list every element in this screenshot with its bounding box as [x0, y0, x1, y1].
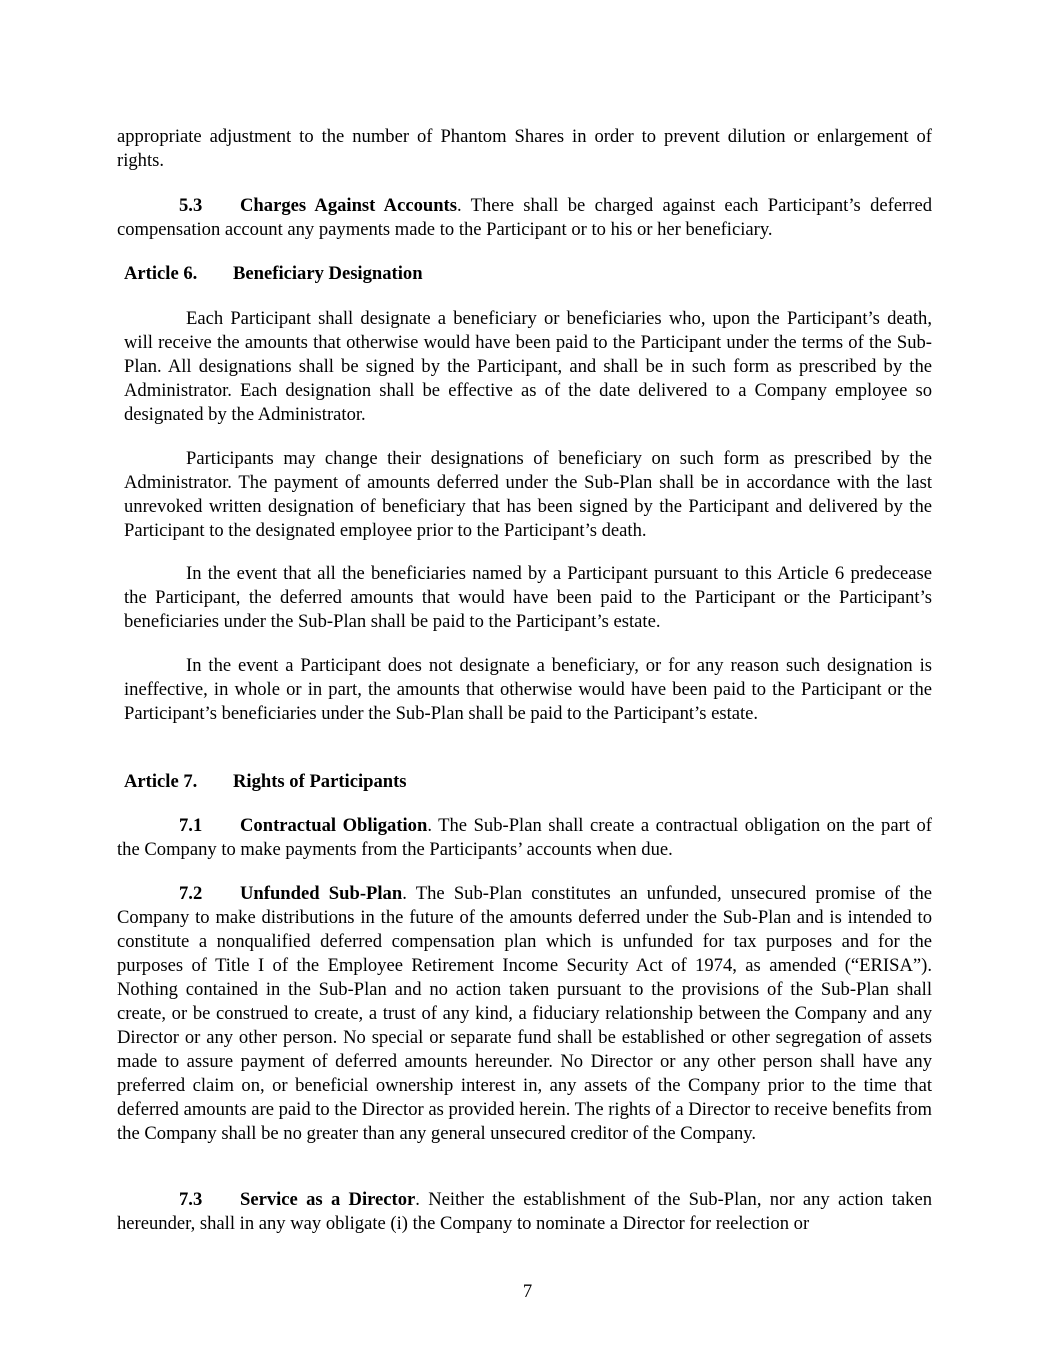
page-number: 7 [522, 1281, 533, 1302]
section-text: . There shall be charged against each Participant’s deferred compensation account any payments made to the Participant or to his or her beneficiary. [117, 195, 932, 240]
article-title: Beneficiary Designation [233, 263, 423, 284]
section-title: Contractual Obligation [240, 815, 428, 836]
section-title: Service as a Director [240, 1189, 416, 1210]
section-7-2 [117, 882, 932, 1146]
section-number: 7.2 [179, 883, 203, 904]
section-text: . Neither the establishment of the Sub-Plan, nor any action taken hereunder, shall in any way obligate (i) the Company to nominate a Director for reelection or [117, 1189, 932, 1234]
article-7-heading [124, 770, 407, 794]
section-title: Unfunded Sub-Plan [240, 883, 403, 904]
article-6-paragraph-2: Participants may change their designations of beneficiary on such form as prescribed by the Administrator. The payment of amounts deferred under the Sub-Plan shall be in accordance with the last unrevoked written designation of beneficiary that has been signed by the Participant and delivered by the Participant to the designated employee prior to the Participant’s death. [124, 448, 932, 541]
article-label: Article 7. [124, 771, 198, 792]
section-title: Charges Against Accounts [240, 195, 457, 216]
carryover-paragraph: appropriate adjustment to the number of Phantom Shares in order to prevent dilution or enlargement of rights. [117, 126, 932, 171]
section-number: 5.3 [179, 195, 203, 216]
article-6-paragraph-1: Each Participant shall designate a beneficiary or beneficiaries who, upon the Participant’s death, will receive the amounts that otherwise would have been paid to the Participant under the terms of the Sub-Plan. All designations shall be signed by the Participant, and shall be in such form as prescribed by the Administrator. Each designation shall be effective as of the date delivered to a Company employee so designated by the Administrator. [124, 308, 932, 425]
section-7-3 [117, 1188, 932, 1236]
article-label: Article 6. [124, 263, 198, 284]
article-6-paragraph-3: In the event that all the beneficiaries named by a Participant pursuant to this Article 6 predecease the Participant, the deferred amounts that would have been paid to the Participant or the Participant’s beneficiaries under the Sub-Plan shall be paid to the Participant’s estate. [124, 563, 932, 632]
section-number: 7.3 [179, 1189, 203, 1210]
section-5-3 [117, 194, 932, 242]
article-title: Rights of Participants [233, 771, 407, 792]
article-6-heading [124, 262, 423, 286]
section-text: . The Sub-Plan shall create a contractual obligation on the part of the Company to make payments from the Participants’ accounts when due. [117, 815, 932, 860]
section-text: . The Sub-Plan constitutes an unfunded, unsecured promise of the Company to make distributions in the future of the amounts deferred under the Sub-Plan and is intended to constitute a nonqualified deferred compensation plan which is unfunded for tax purposes and for the purposes of Title I of the Employee Retirement Income Security Act of 1974, as amended (“ERISA”). Nothing contained in the Sub-Plan and no action taken pursuant to the provisions of the Sub-Plan shall create, or be construed to create, a trust of any kind, a fiduciary relationship between the Company and any Director or any other person. No special or separate fund shall be established or other segregation of assets made to assure payment of deferred amounts hereunder. No Director or any other person shall have any preferred claim on, or beneficial ownership interest in, any assets of the Company prior to the time that deferred amounts are paid to the Director as provided herein. The rights of a Director to receive benefits from the Company shall be no greater than any general unsecured creditor of the Company. [117, 883, 932, 1144]
section-7-1 [117, 814, 932, 862]
article-6-paragraph-4: In the event a Participant does not designate a beneficiary, or for any reason such designation is ineffective, in whole or in part, the amounts that otherwise would have been paid to the Participant or the Participant’s beneficiaries under the Sub-Plan shall be paid to the Participant’s estate. [124, 655, 932, 724]
section-number: 7.1 [179, 815, 203, 836]
